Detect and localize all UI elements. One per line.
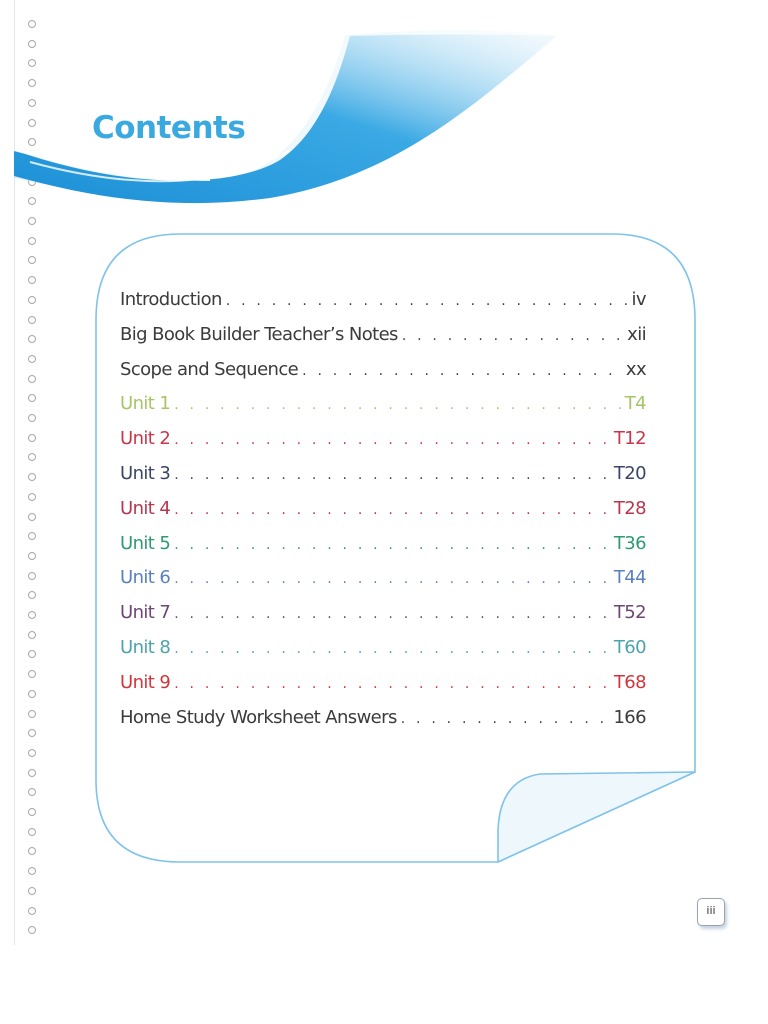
dot-leader: [174, 502, 610, 518]
dot-leader: [174, 641, 610, 657]
toc-entry-label: Unit 9: [120, 671, 171, 693]
toc-entry-page: T68: [613, 671, 646, 693]
dot-leader: [174, 537, 610, 553]
dot-leader: [402, 328, 623, 344]
toc-entry: [120, 428, 646, 463]
toc-entry: [120, 602, 646, 637]
dot-leader: [174, 676, 610, 692]
toc-entry-label: Unit 3: [120, 462, 171, 484]
toc-entry: [120, 567, 646, 602]
page-number-badge: iii: [697, 898, 725, 926]
dot-leader: [174, 606, 610, 622]
toc-entry-page: T28: [613, 497, 646, 519]
toc-entry-page: T4: [624, 393, 646, 415]
toc-entry: [120, 393, 646, 428]
toc-entry-label: Unit 4: [120, 497, 171, 519]
toc-list: [120, 289, 646, 741]
toc-entry-page: 166: [613, 706, 646, 728]
dot-leader: [174, 571, 610, 587]
toc-entry-label: Unit 2: [120, 428, 171, 450]
page-title: Contents: [92, 110, 246, 146]
toc-entry-label: Scope and Sequence: [120, 358, 299, 380]
toc-entry: [120, 463, 646, 498]
toc-entry-label: Big Book Builder Teacher’s Notes: [120, 323, 398, 345]
toc-entry-label: Home Study Worksheet Answers: [120, 706, 397, 728]
dot-leader: [302, 363, 622, 379]
toc-entry-label: Introduction: [120, 289, 222, 310]
toc-entry-page: xx: [625, 358, 646, 380]
dot-leader: [401, 711, 610, 727]
dot-leader: [174, 467, 610, 483]
toc-entry: [120, 359, 646, 394]
page-curl-icon: [498, 772, 695, 862]
toc-entry-page: iv: [631, 289, 646, 310]
toc-entry: [120, 498, 646, 533]
toc-entry-label: Unit 7: [120, 602, 171, 624]
dot-leader: [174, 397, 621, 413]
toc-entry-page: T52: [613, 602, 646, 624]
toc-entry-page: T12: [613, 428, 646, 450]
toc-entry: [120, 672, 646, 707]
toc-entry: [120, 324, 646, 359]
toc-entry-label: Unit 1: [120, 393, 171, 415]
toc-entry-label: Unit 5: [120, 532, 171, 554]
toc-entry-page: xii: [627, 323, 646, 345]
toc-entry: [120, 707, 646, 742]
toc-entry: [120, 533, 646, 568]
toc-entry-page: T60: [613, 636, 646, 658]
toc-entry-label: Unit 8: [120, 636, 171, 658]
dot-leader: [226, 293, 628, 309]
toc-entry: [120, 289, 646, 324]
dot-leader: [174, 432, 610, 448]
toc-entry-page: T36: [613, 532, 646, 554]
toc-entry-page: T20: [613, 462, 646, 484]
toc-entry-label: Unit 6: [120, 567, 171, 589]
toc-entry-page: T44: [613, 567, 646, 589]
toc-entry: [120, 637, 646, 672]
